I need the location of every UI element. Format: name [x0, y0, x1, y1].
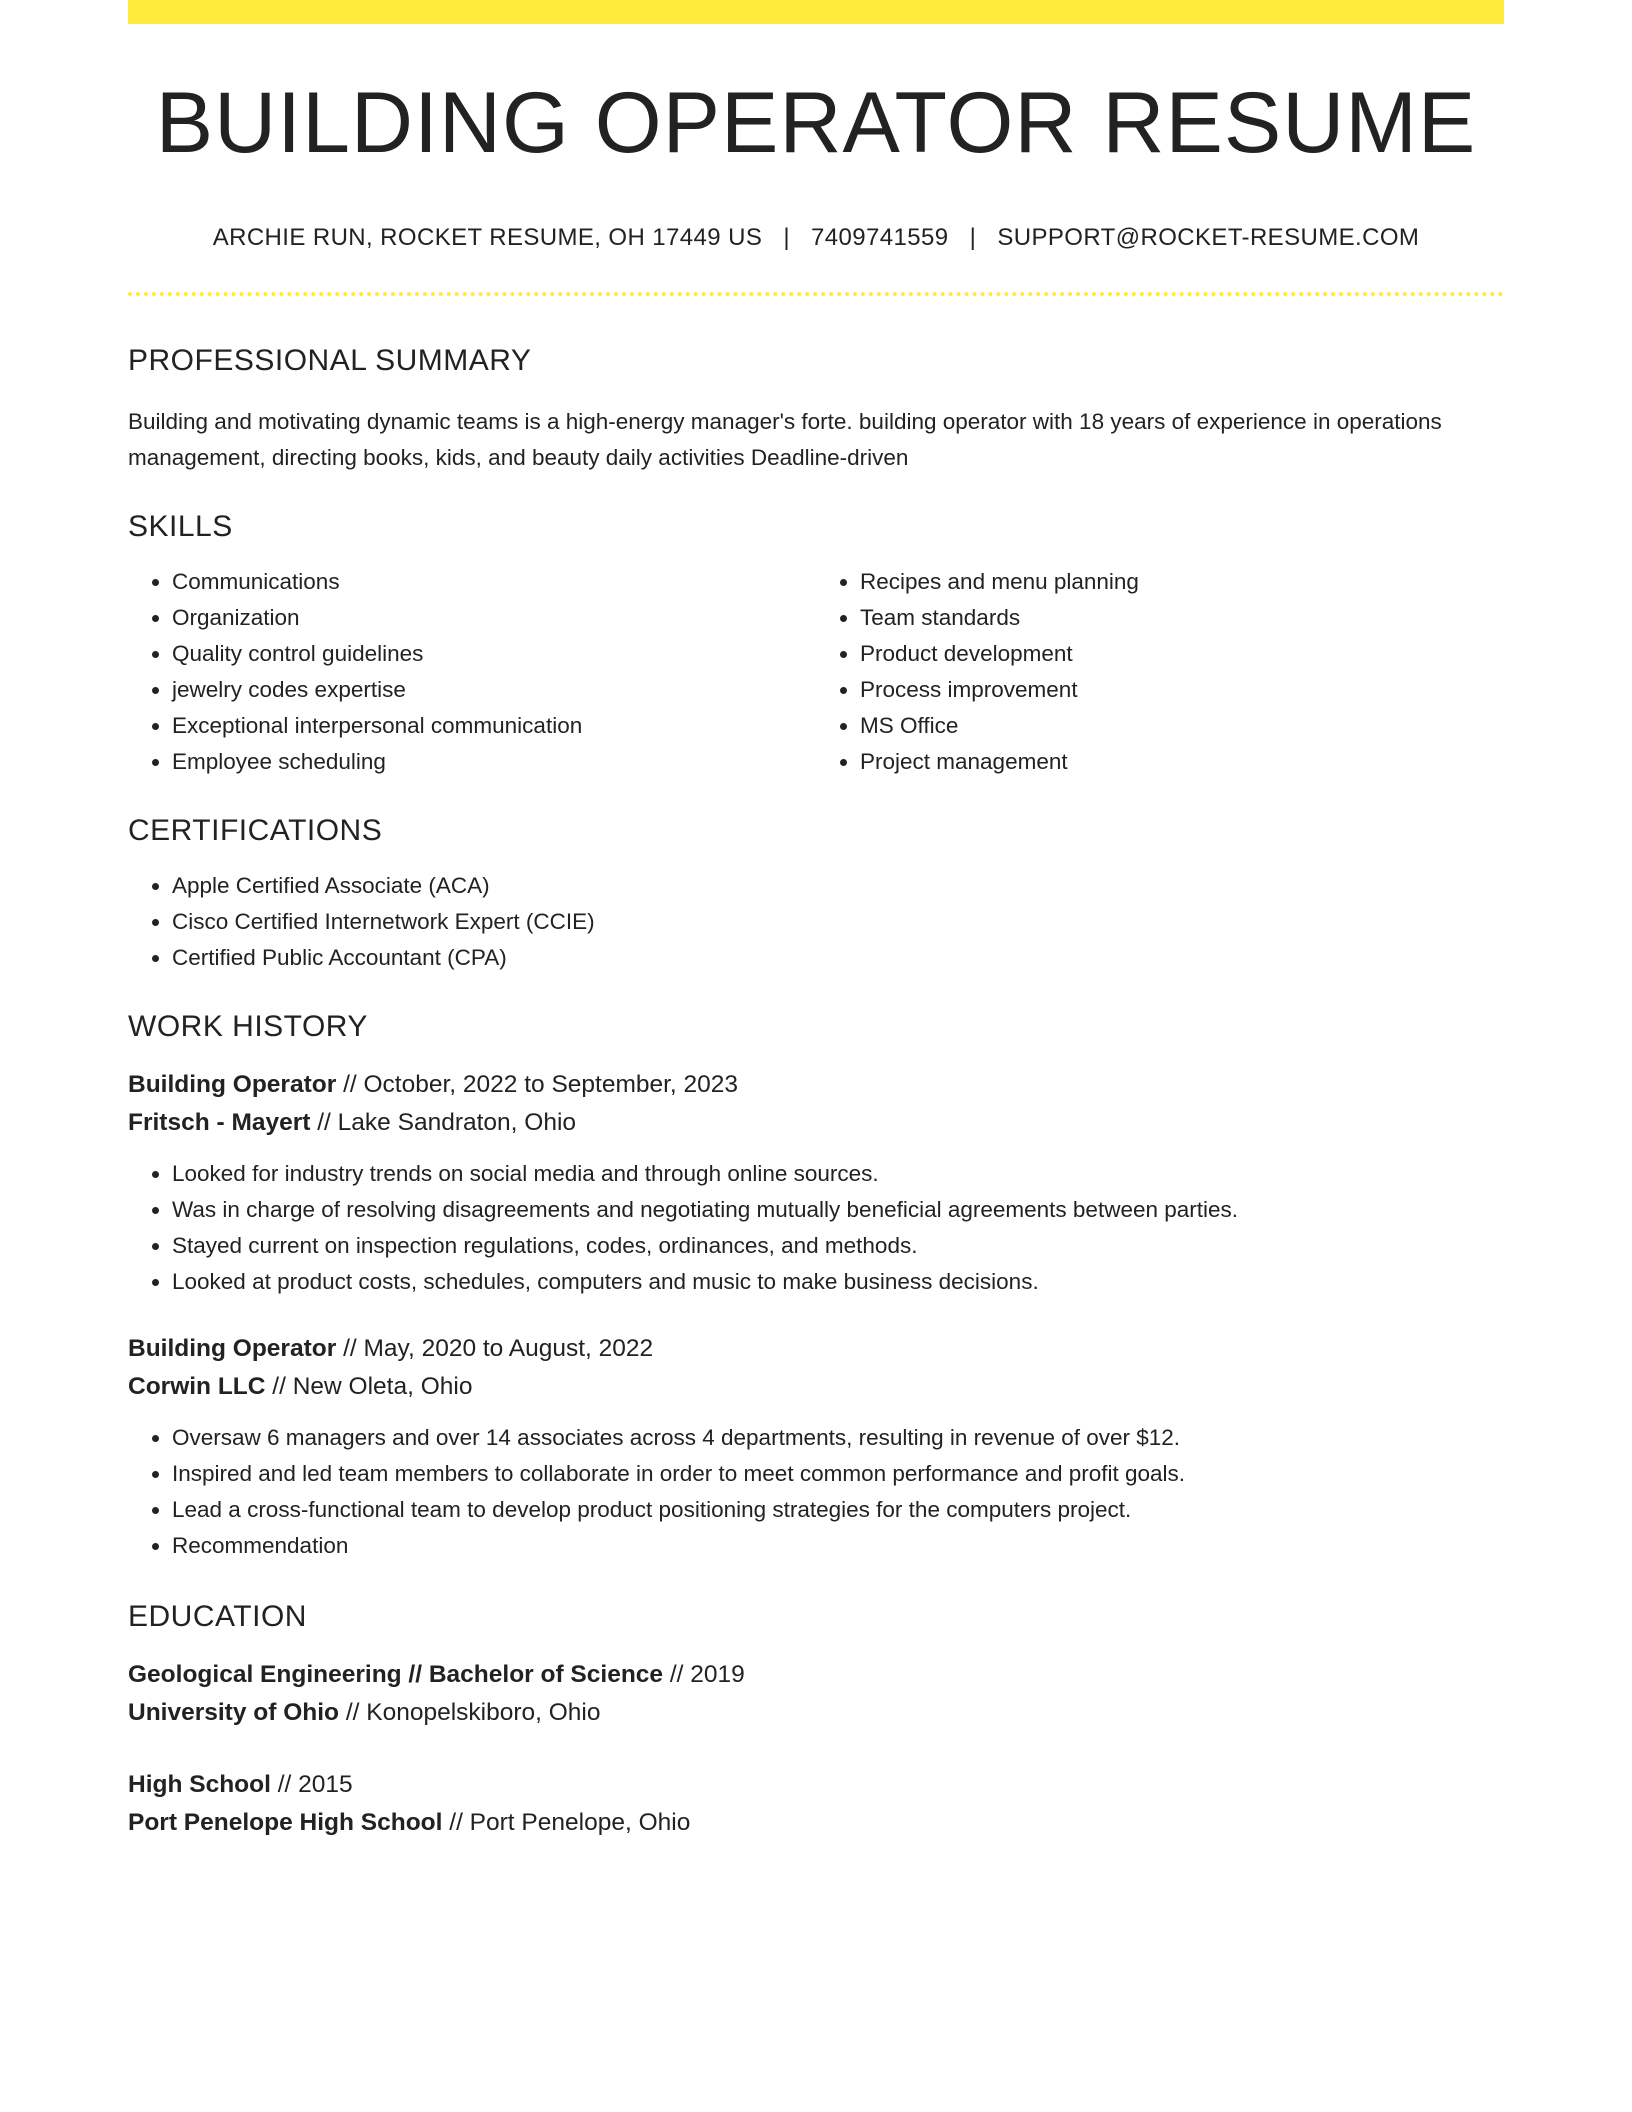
- page-title: BUILDING OPERATOR RESUME: [155, 75, 1477, 171]
- job-location: // New Oleta, Ohio: [272, 1373, 473, 1400]
- skill-item: • Communications: [172, 564, 816, 600]
- skill-item: • Product development: [860, 636, 1504, 672]
- skill-item: • Team standards: [860, 600, 1504, 636]
- job-bullet: • Recommendation: [172, 1528, 1504, 1564]
- education-school-line: [128, 1694, 1504, 1732]
- education-degree-line: [128, 1766, 1504, 1804]
- contact-email: SUPPORT@ROCKET-RESUME.COM: [997, 224, 1420, 251]
- education-location: // Konopelskiboro, Ohio: [345, 1699, 601, 1726]
- job-bullet: • Lead a cross-functional team to develop product positioning strategies for the computers project.: [172, 1492, 1504, 1528]
- skills-columns: [128, 564, 1504, 780]
- certifications-list: [128, 868, 1504, 976]
- skill-item: • Process improvement: [860, 672, 1504, 708]
- skill-item: • Organization: [172, 600, 816, 636]
- education-entry: [128, 1766, 1504, 1842]
- education-location: // Port Penelope, Ohio: [449, 1809, 691, 1836]
- education-degree-line: [128, 1656, 1504, 1694]
- contact-phone: 7409741559: [811, 224, 949, 251]
- job-bullet: • Stayed current on inspection regulations, codes, ordinances, and methods.: [172, 1228, 1504, 1264]
- summary-text: Building and motivating dynamic teams is a high-energy manager's forte. building operator with 18 years of experience in operations management, directing books, kids, and beauty daily activities Deadline-driven: [128, 409, 1442, 470]
- education-school-line: [128, 1804, 1504, 1842]
- education-degree: Geological Engineering // Bachelor of Science: [128, 1661, 664, 1688]
- skill-item: • Quality control guidelines: [172, 636, 816, 672]
- job-bullet: • Was in charge of resolving disagreements and negotiating mutually beneficial agreements between parties.: [172, 1192, 1504, 1228]
- skill-item: • jewelry codes expertise: [172, 672, 816, 708]
- job-bullet: • Oversaw 6 managers and over 14 associates across 4 departments, resulting in revenue of over $12.: [172, 1420, 1504, 1456]
- education-heading: EDUCATION: [128, 1600, 307, 1633]
- job-dates: // October, 2022 to September, 2023: [343, 1071, 739, 1098]
- job-bullets: [128, 1156, 1504, 1300]
- job-dates: // May, 2020 to August, 2022: [343, 1335, 654, 1362]
- skill-item: • Employee scheduling: [172, 744, 816, 780]
- skill-item: • Project management: [860, 744, 1504, 780]
- skills-list-left: [128, 564, 816, 780]
- summary-heading: PROFESSIONAL SUMMARY: [128, 344, 532, 377]
- job-entry: [128, 1066, 1504, 1300]
- skill-item: • MS Office: [860, 708, 1504, 744]
- education-degree: High School: [128, 1771, 271, 1798]
- certifications-heading: CERTIFICATIONS: [128, 814, 383, 847]
- education-school: University of Ohio: [128, 1699, 340, 1726]
- job-bullets: [128, 1420, 1504, 1564]
- skill-item: • Recipes and menu planning: [860, 564, 1504, 600]
- job-company: Corwin LLC: [128, 1373, 266, 1400]
- education-entry: [128, 1656, 1504, 1732]
- skills-heading: SKILLS: [128, 510, 233, 543]
- skill-item: • Exceptional interpersonal communication: [172, 708, 816, 744]
- certification-item: • Certified Public Accountant (CPA): [172, 940, 1504, 976]
- job-company: Fritsch - Mayert: [128, 1109, 311, 1136]
- job-entry: [128, 1330, 1504, 1564]
- job-title-line: [128, 1066, 1504, 1104]
- contact-separator: |: [783, 224, 790, 251]
- dotted-divider: [128, 292, 1504, 296]
- education-school: Port Penelope High School: [128, 1809, 443, 1836]
- job-location: // Lake Sandraton, Ohio: [317, 1109, 577, 1136]
- certification-item: • Cisco Certified Internetwork Expert (CCIE): [172, 904, 1504, 940]
- contact-address: ARCHIE RUN, ROCKET RESUME, OH 17449 US: [212, 224, 763, 251]
- job-company-line: [128, 1104, 1504, 1142]
- education-year: // 2015: [277, 1771, 353, 1798]
- job-title: Building Operator: [128, 1071, 337, 1098]
- work-history-heading: WORK HISTORY: [128, 1010, 368, 1043]
- job-title-line: [128, 1330, 1504, 1368]
- job-company-line: [128, 1368, 1504, 1406]
- job-bullet: • Inspired and led team members to collaborate in order to meet common performance and profit goals.: [172, 1456, 1504, 1492]
- skills-list-right: [816, 564, 1504, 780]
- job-title: Building Operator: [128, 1335, 337, 1362]
- resume-page: [128, 0, 1504, 1842]
- contact-line: [128, 224, 1504, 252]
- top-accent-bar: [128, 0, 1504, 24]
- job-bullet: • Looked for industry trends on social media and through online sources.: [172, 1156, 1504, 1192]
- education-year: // 2019: [669, 1661, 745, 1688]
- job-bullet: • Looked at product costs, schedules, computers and music to make business decisions.: [172, 1264, 1504, 1300]
- contact-separator: |: [969, 224, 977, 251]
- certification-item: • Apple Certified Associate (ACA): [172, 868, 1504, 904]
